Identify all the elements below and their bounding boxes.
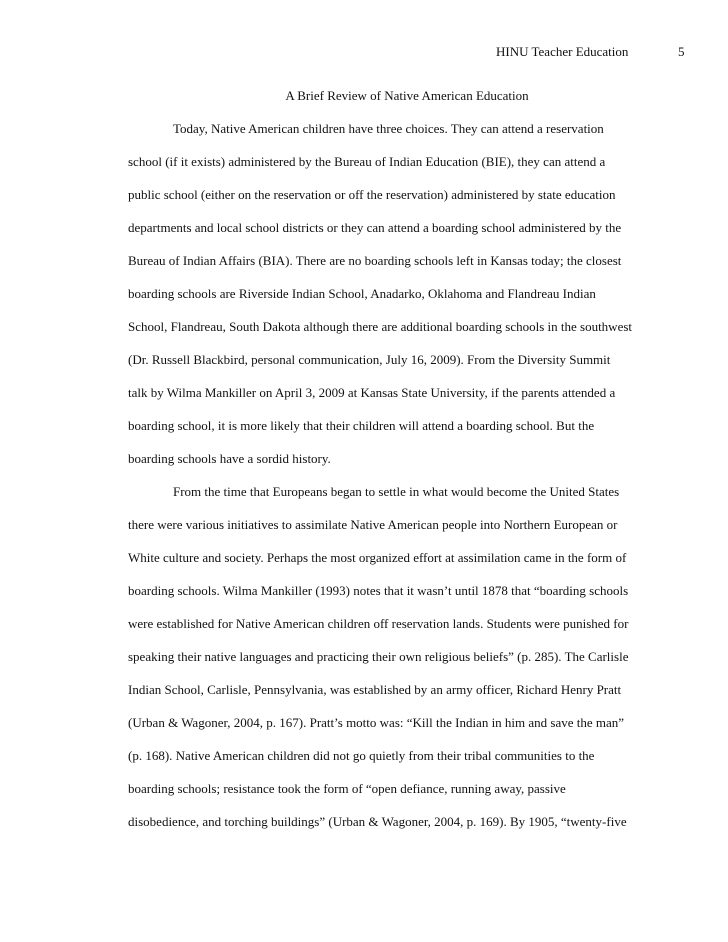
text-line: (Urban & Wagoner, 2004, p. 167). Pratt’s motto was: “Kill the Indian in him and save the man” <box>128 715 625 730</box>
text-line: (Dr. Russell Blackbird, personal communication, July 16, 2009). From the Diversity Summit <box>128 352 611 367</box>
text-line: disobedience, and torching buildings” (Urban & Wagoner, 2004, p. 169). By 1905, “twenty-five <box>128 814 627 829</box>
page-number: 5 <box>678 44 685 59</box>
text-line: School, Flandreau, South Dakota although there are additional boarding schools in the southwest <box>128 319 633 334</box>
text-line: boarding schools; resistance took the form of “open defiance, running away, passive <box>128 781 566 796</box>
running-header <box>0 44 728 62</box>
header-title: HINU Teacher Education <box>496 44 629 59</box>
text-line: From the time that Europeans began to settle in what would become the United States <box>173 484 620 499</box>
text-line: boarding school, it is more likely that their children will attend a boarding school. But the <box>128 418 595 433</box>
document-title: A Brief Review of Native American Education <box>285 88 529 103</box>
text-line: public school (either on the reservation or off the reservation) administered by state education <box>128 187 616 202</box>
text-line: there were various initiatives to assimilate Native American people into Northern European or <box>128 517 618 532</box>
text-line: school (if it exists) administered by the Bureau of Indian Education (BIE), they can attend a <box>128 154 606 169</box>
text-line: were established for Native American children off reservation lands. Students were punished for <box>128 616 629 631</box>
text-line: boarding schools. Wilma Mankiller (1993) notes that it wasn’t until 1878 that “boarding schools <box>128 583 629 598</box>
text-line: departments and local school districts or they can attend a boarding school administered by the <box>128 220 622 235</box>
text-line: (p. 168). Native American children did not go quietly from their tribal communities to the <box>128 748 595 763</box>
text-line: White culture and society. Perhaps the most organized effort at assimilation came in the form of <box>128 550 627 565</box>
text-line: Today, Native American children have three choices. They can attend a reservation <box>173 121 604 136</box>
text-line: boarding schools have a sordid history. <box>128 451 331 466</box>
text-line: boarding schools are Riverside Indian School, Anadarko, Oklahoma and Flandreau Indian <box>128 286 596 301</box>
text-line: Bureau of Indian Affairs (BIA). There are no boarding schools left in Kansas today; the closest <box>128 253 622 268</box>
text-line: talk by Wilma Mankiller on April 3, 2009 at Kansas State University, if the parents attended a <box>128 385 616 400</box>
text-line: Indian School, Carlisle, Pennsylvania, was established by an army officer, Richard Henry Pratt <box>128 682 622 697</box>
text-line: speaking their native languages and practicing their own religious beliefs” (p. 285). The Carlisle <box>128 649 629 664</box>
